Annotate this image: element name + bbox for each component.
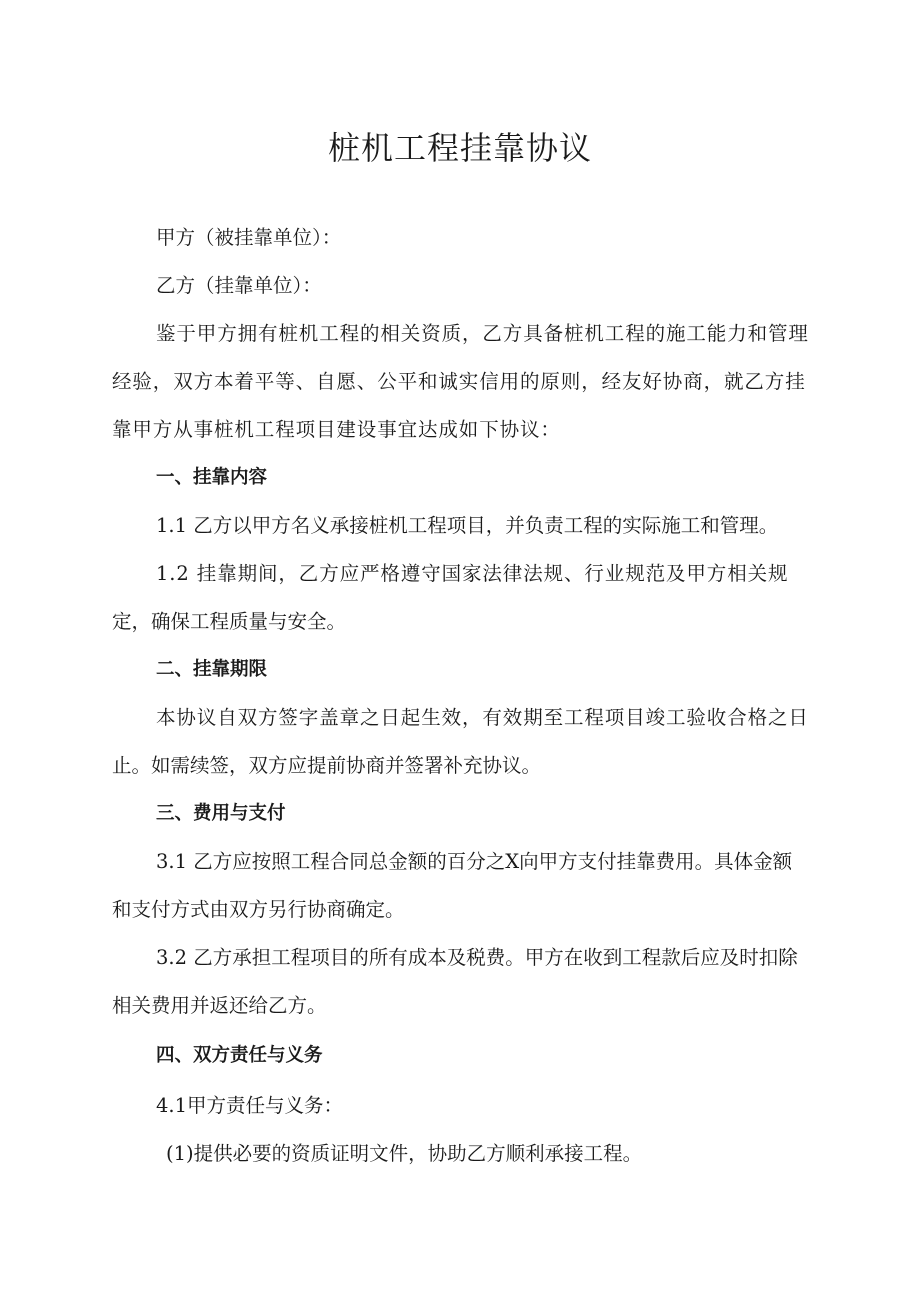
section-2-body-line-1: 本协议自双方签字盖章之日起生效，有效期至工程项目竣工验收合格之日: [156, 706, 809, 729]
section-3-heading: 三、费用与支付: [156, 803, 286, 824]
preamble-line-2: 经验，双方本着平等、自愿、公平和诚实信用的原则，经友好协商，就乙方挂: [112, 370, 806, 393]
clause-3-1-line-1: 3.1 乙方应按照工程合同总金额的百分之X向甲方支付挂靠费用。具体金额: [156, 850, 793, 873]
document-title: 桩机工程挂靠协议: [327, 129, 592, 167]
section-2-body-line-2: 止。如需续签，双方应提前协商并签署补充协议。: [112, 754, 542, 777]
clause-3-1-line-2: 和支付方式由双方另行协商确定。: [112, 898, 405, 921]
preamble-line-3: 靠甲方从事桩机工程项目建设事宜达成如下协议：: [112, 418, 561, 441]
party-b-line: 乙方（挂靠单位）：: [156, 274, 322, 297]
clause-1-1: 1.1 乙方以甲方名义承接桩机工程项目，并负责工程的实际施工和管理。: [156, 514, 779, 537]
clause-1-2-line-2: 定，确保工程质量与安全。: [112, 610, 347, 633]
clause-1-2-line-1: 1.2 挂靠期间，乙方应严格遵守国家法律法规、行业规范及甲方相关规: [156, 562, 789, 585]
clause-3-2-line-1: 3.2 乙方承担工程项目的所有成本及税费。甲方在收到工程款后应及时扣除: [156, 946, 798, 969]
section-2-heading: 二、挂靠期限: [156, 659, 268, 680]
preamble-line-1: 鉴于甲方拥有桩机工程的相关资质，乙方具备桩机工程的施工能力和管理: [156, 322, 809, 345]
clause-3-2-line-2: 相关费用并返还给乙方。: [112, 994, 327, 1017]
party-a-line: 甲方（被挂靠单位）：: [156, 226, 342, 249]
subheading-4-1: 4.1甲方责任与义务：: [156, 1094, 344, 1117]
section-1-heading: 一、挂靠内容: [156, 467, 268, 488]
item-4-1-1: (1)提供必要的资质证明文件，协助乙方顺利承接工程。: [166, 1142, 643, 1165]
section-4-heading: 四、双方责任与义务: [156, 1045, 323, 1066]
